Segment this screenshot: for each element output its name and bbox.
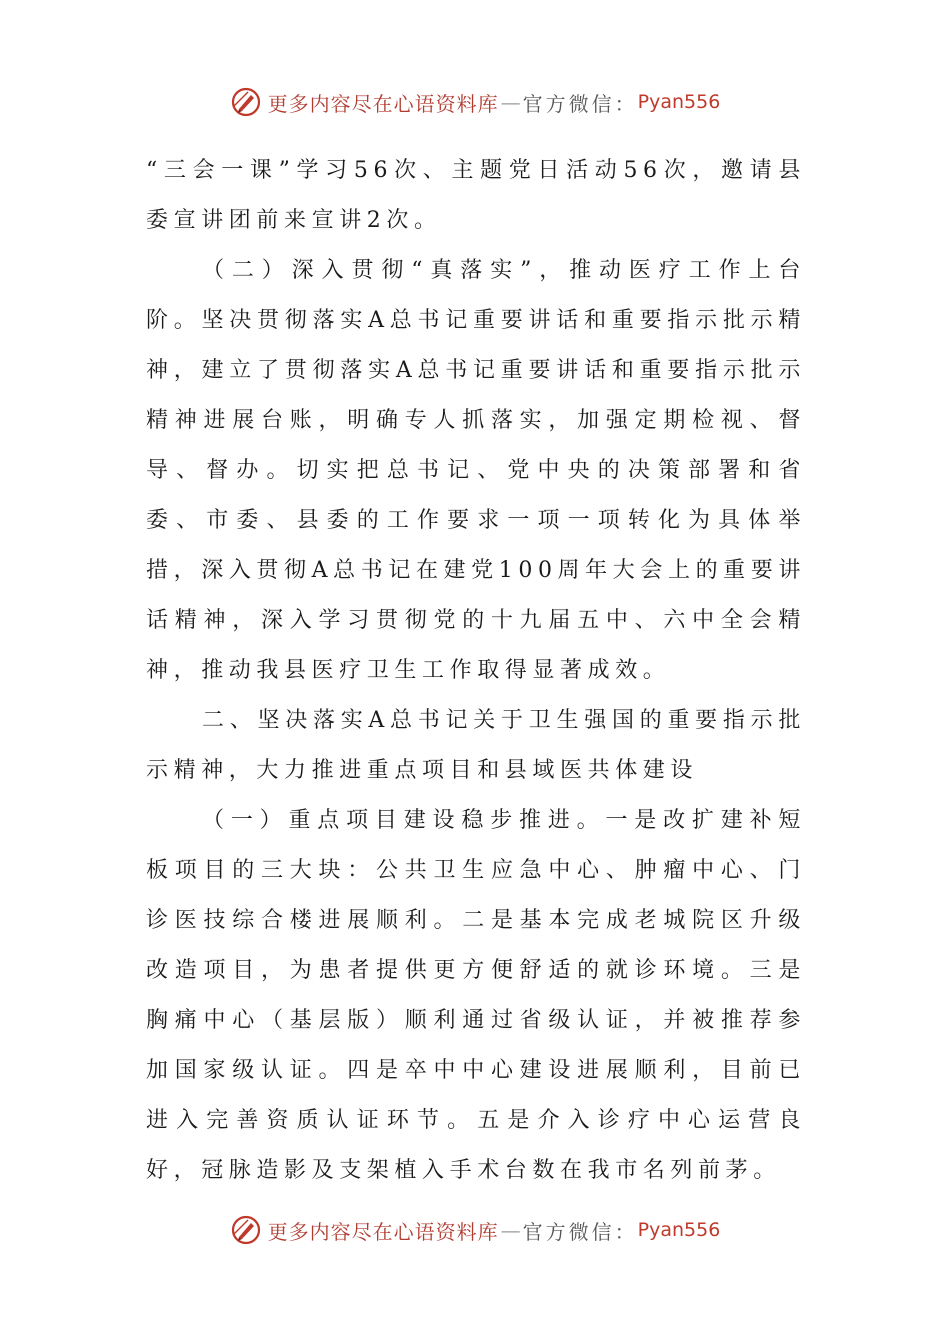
banner-official: 官方微信： — [522, 1219, 638, 1244]
footer-banner — [0, 1210, 950, 1250]
pen-logo-icon — [230, 1214, 262, 1246]
paragraph-4: （一）重点项目建设稳步推进。一是改扩建补短板项目的三大块：公共卫生应急中心、肿瘤中心、门诊医技综合楼进展顺利。二是基本完成老城院区升级改造项目，为患者提供更方便舒适的就诊环境。三是胸痛中心（基层版）顺利通过省级认证，并被推荐参加国家级认证。四是卒中中心建设进展顺利，目前已进入完善资质认证环节。五是介入诊疗中心运营良好，冠脉造影及支架植入手术台数在我市名列前茅。 — [146, 808, 806, 1183]
document-body — [146, 146, 806, 1196]
banner-wechat-id: Pyan556 — [637, 1219, 721, 1241]
banner-official: 官方微信： — [522, 91, 638, 116]
paragraph-2: （二）深入贯彻“真落实”，推动医疗工作上台阶。坚决贯彻落实A总书记重要讲话和重要指示批示精神，建立了贯彻落实A总书记重要讲话和重要指示批示精神进展台账，明确专人抓落实，加强定期检视、督导、督办。切实把总书记、党中央的决策部署和省委、市委、县委的工作要求一项一项转化为具体举措，深入贯彻A总书记在建党100周年大会上的重要讲话精神，深入学习贯彻党的十九届五中、六中全会精神，推动我县医疗卫生工作取得显著成效。 — [146, 258, 806, 683]
banner-dash: — — [500, 90, 521, 114]
banner-dash: — — [500, 1218, 521, 1242]
paragraph-3-heading: 二、坚决落实A总书记关于卫生强国的重要指示批示精神，大力推进重点项目和县域医共体建设 — [146, 708, 806, 783]
header-banner — [0, 82, 950, 122]
paragraph-1: “三会一课”学习56次、主题党日活动56次，邀请县委宣讲团前来宣讲2次。 — [146, 158, 806, 233]
pen-logo-icon — [230, 86, 262, 118]
banner-wechat-id: Pyan556 — [637, 91, 721, 113]
banner-brand: 更多内容尽在心语资料库 — [267, 91, 499, 116]
banner-brand: 更多内容尽在心语资料库 — [267, 1219, 499, 1244]
